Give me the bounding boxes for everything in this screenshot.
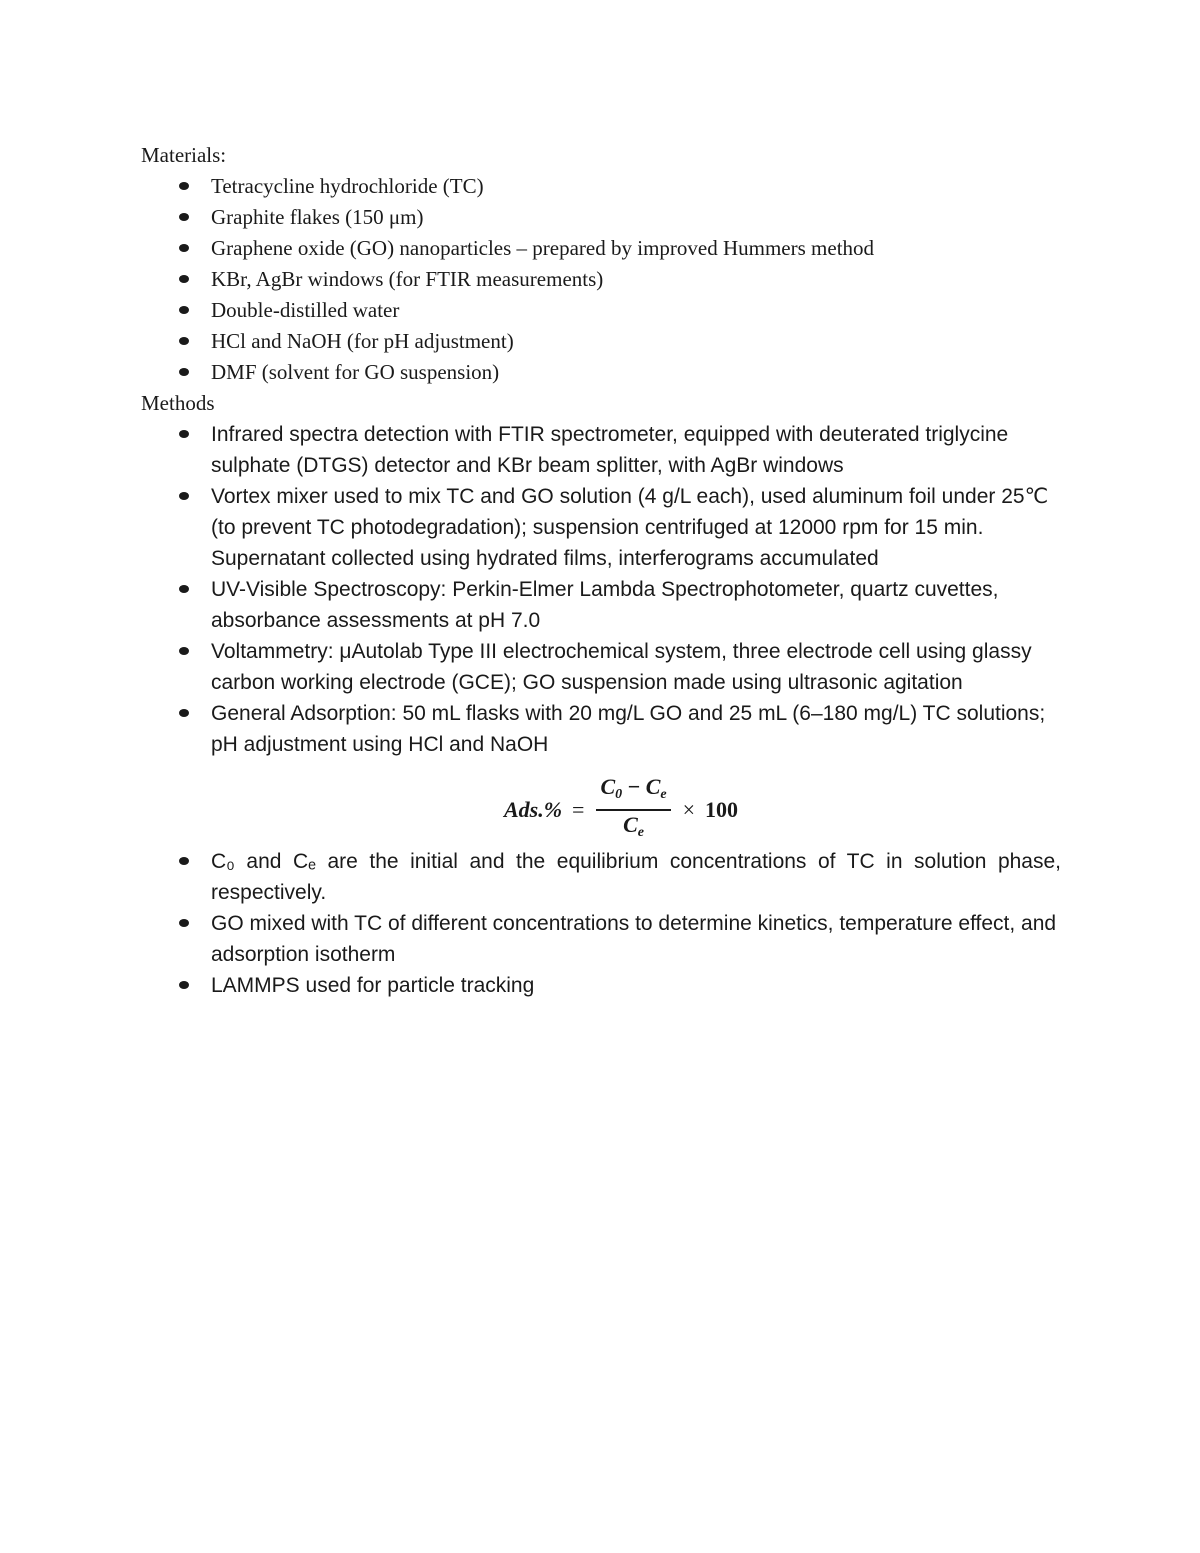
methods-list-continued (141, 846, 1061, 1001)
list-item: Graphite flakes (150 μm) (141, 202, 1061, 233)
list-item: Vortex mixer used to mix TC and GO solution (4 g/L each), used aluminum foil under 25℃ (to prevent TC photodegradation); suspension centrifuged at 12000 rpm for 15 min. Supernatant collected using hydrated films, interferograms accumulated (141, 481, 1061, 574)
bullet-icon (179, 574, 190, 605)
formula-denominator: $C_e$ (623, 812, 644, 840)
bullet-icon (179, 202, 190, 233)
materials-heading: Materials: (141, 143, 227, 167)
list-item: HCl and NaOH (for pH adjustment) (141, 326, 1061, 357)
bullet-icon (179, 698, 190, 729)
list-item: Voltammetry: μAutolab Type III electrochemical system, three electrode cell using glassy carbon working electrode (GCE); GO suspension made using ultrasonic agitation (141, 636, 1061, 698)
list-item: C₀ and Cₑ are the initial and the equilibrium concentrations of TC in solution phase, respectively. (141, 846, 1061, 908)
list-item: DMF (solvent for GO suspension) (141, 357, 1061, 388)
bullet-icon (179, 846, 190, 877)
formula-constant: 100 (705, 797, 739, 822)
bullet-icon (179, 357, 190, 388)
list-item: LAMMPS used for particle tracking (141, 970, 1061, 1001)
bullet-icon (179, 295, 190, 326)
bullet-icon (179, 264, 190, 295)
list-item: UV-Visible Spectroscopy: Perkin-Elmer Lambda Spectrophotometer, quartz cuvettes, absorbance assessments at pH 7.0 (141, 574, 1061, 636)
list-item: General Adsorption: 50 mL flasks with 20 mg/L GO and 25 mL (6–180 mg/L) TC solutions; pH adjustment using HCl and NaOH (141, 698, 1061, 760)
bullet-icon (179, 233, 190, 264)
list-item: GO mixed with TC of different concentrations to determine kinetics, temperature effect, and adsorption isotherm (141, 908, 1061, 970)
bullet-icon (179, 171, 190, 202)
bullet-icon (179, 636, 190, 667)
list-item: Tetracycline hydrochloride (TC) (141, 171, 1061, 202)
methods-heading: Methods (141, 391, 215, 415)
formula-equals: = (572, 797, 585, 822)
list-item: Graphene oxide (GO) nanoparticles – prepared by improved Hummers method (141, 233, 1061, 264)
list-item: Double-distilled water (141, 295, 1061, 326)
formula-numerator: $C_0 - C_e$ (600, 774, 667, 802)
list-item: Infrared spectra detection with FTIR spectrometer, equipped with deuterated triglycine sulphate (DTGS) detector and KBr beam splitter, with AgBr windows (141, 419, 1061, 481)
materials-list (141, 171, 1061, 388)
bullet-icon (179, 326, 190, 357)
list-item: KBr, AgBr windows (for FTIR measurements) (141, 264, 1061, 295)
adsorption-formula (141, 774, 1061, 846)
formula-lhs: Ads.% (503, 797, 563, 822)
bullet-icon (179, 481, 190, 512)
formula-fraction (596, 773, 670, 847)
formula-times: × (682, 797, 696, 822)
bullet-icon (179, 419, 190, 450)
bullet-icon (179, 908, 190, 939)
methods-list (141, 419, 1061, 760)
document-page (141, 140, 1061, 1001)
bullet-icon (179, 970, 190, 1001)
